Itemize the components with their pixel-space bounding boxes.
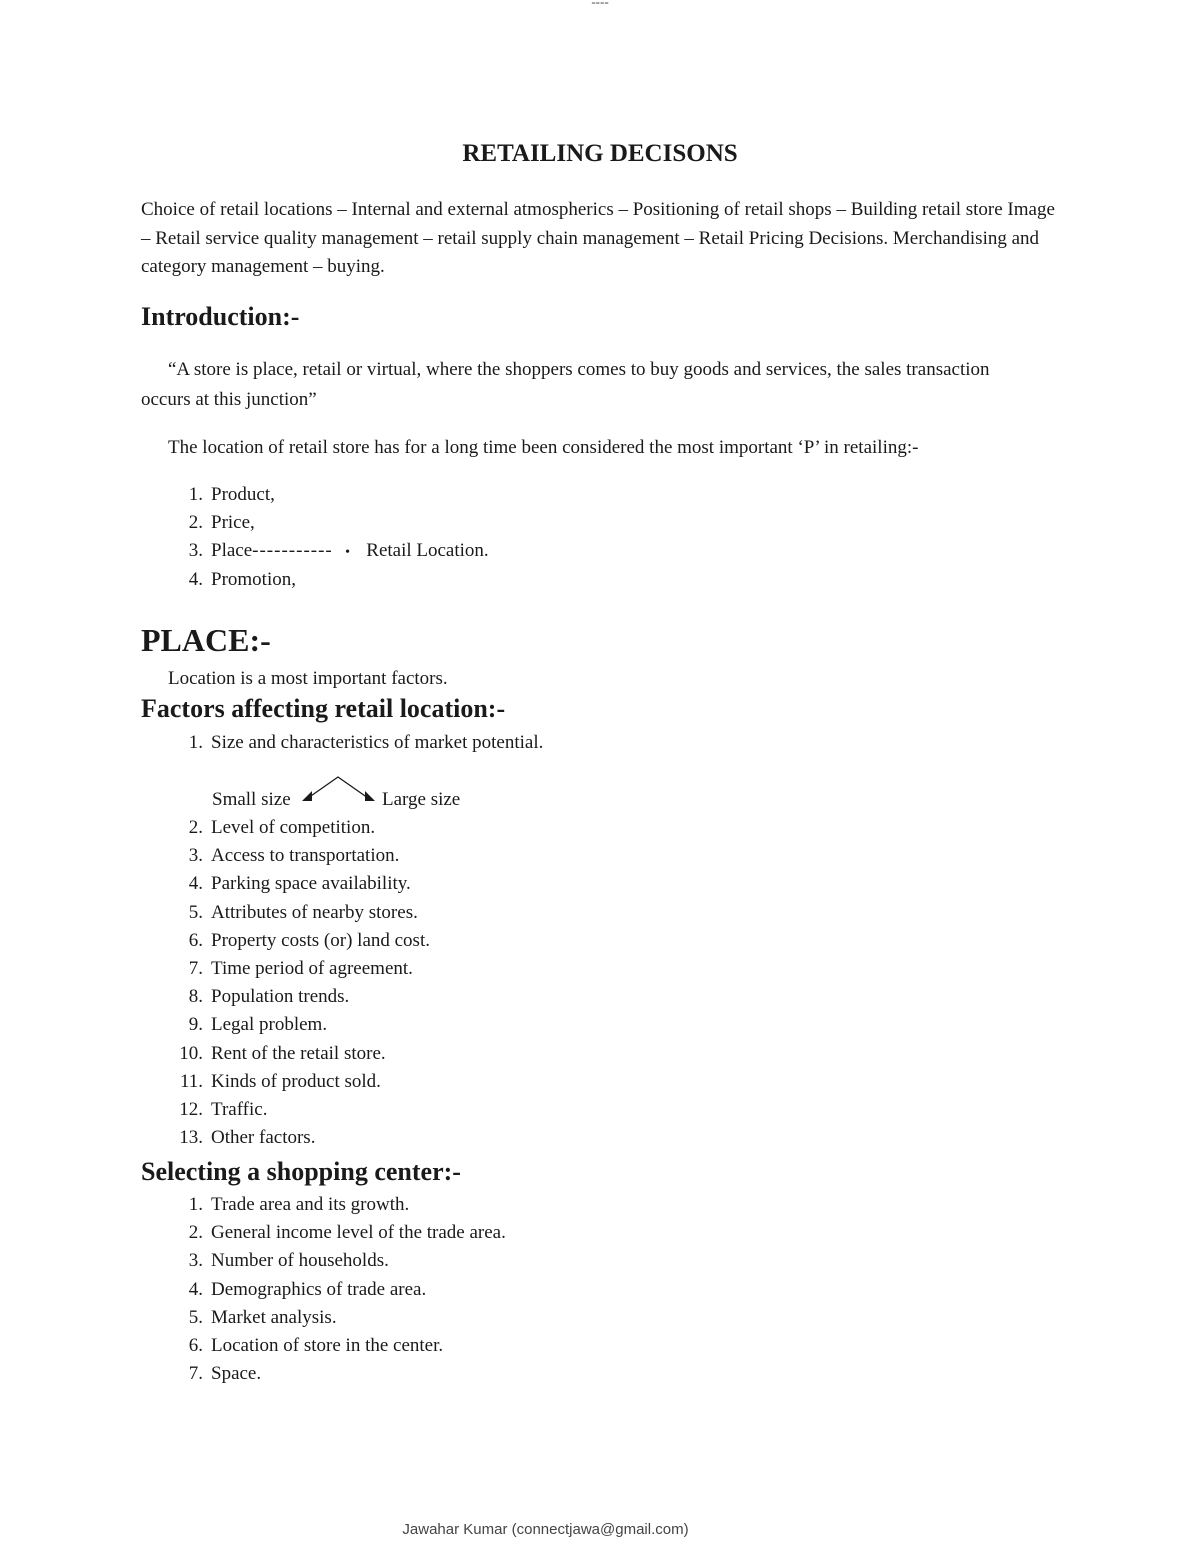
list-number: 2. bbox=[188, 1222, 203, 1244]
list-text: Legal problem. bbox=[211, 1014, 328, 1036]
list-item bbox=[141, 1304, 506, 1332]
list-number: 2. bbox=[188, 817, 203, 838]
list-item bbox=[141, 1124, 430, 1152]
list-number: 13. bbox=[179, 1127, 203, 1149]
list-text: Time period of agreement. bbox=[211, 957, 413, 979]
list-number: 7. bbox=[188, 957, 203, 979]
list-item bbox=[141, 566, 489, 594]
page-title: RETAILING DECISONS bbox=[462, 140, 738, 167]
size-left-label: Small size bbox=[212, 789, 291, 810]
factors-first-item bbox=[141, 729, 543, 757]
page-footer: Jawahar Kumar (connectjawa@gmail.com) bbox=[402, 1521, 689, 1538]
list-number: 1. bbox=[188, 732, 203, 753]
list-text: Traffic. bbox=[211, 1098, 268, 1120]
list-text: Demographics of trade area. bbox=[211, 1278, 427, 1300]
list-item bbox=[141, 1011, 430, 1039]
list-text: Population trends. bbox=[211, 986, 350, 1008]
list-number: 4. bbox=[188, 1278, 203, 1300]
list-item bbox=[141, 1068, 430, 1096]
place-note: Location is a most important factors. bbox=[168, 668, 448, 689]
list-item bbox=[141, 729, 543, 757]
list-text: Level of competition. bbox=[211, 817, 376, 838]
dash-leader: ----------- bbox=[252, 540, 333, 562]
list-text-target: Retail Location. bbox=[366, 540, 489, 562]
list-item bbox=[141, 814, 430, 842]
list-number: 5. bbox=[188, 1306, 203, 1328]
arrow-left-icon bbox=[302, 791, 312, 801]
list-text: Number of households. bbox=[211, 1250, 389, 1272]
branch-lines bbox=[308, 777, 368, 798]
list-text: Property costs (or) land cost. bbox=[211, 929, 430, 951]
header-mark: ---- bbox=[591, 0, 609, 9]
size-right-label: Large size bbox=[382, 789, 461, 810]
place-heading: PLACE:- bbox=[141, 622, 271, 658]
four-p-list bbox=[141, 481, 489, 594]
list-item bbox=[141, 1247, 506, 1275]
arrow-right-icon bbox=[365, 791, 375, 801]
list-number: 2. bbox=[188, 512, 203, 534]
store-definition-quote: “A store is place, retail or virtual, where the shoppers comes to buy goods and services, the sales transaction occurs at this junction” bbox=[141, 359, 990, 410]
list-number: 5. bbox=[188, 901, 203, 923]
list-text: Promotion, bbox=[211, 568, 296, 590]
location-importance-paragraph: The location of retail store has for a long time been considered the most important ‘P’ in retailing:- bbox=[168, 437, 919, 458]
list-text: Trade area and its growth. bbox=[211, 1194, 410, 1215]
list-number: 7. bbox=[188, 1363, 203, 1385]
list-item bbox=[141, 870, 430, 898]
arrow-icon: • bbox=[345, 545, 350, 561]
list-item bbox=[141, 1096, 430, 1124]
list-number: 1. bbox=[188, 484, 203, 505]
list-text: Space. bbox=[211, 1363, 262, 1385]
list-text: Price, bbox=[211, 512, 255, 534]
list-text: Market analysis. bbox=[211, 1306, 337, 1328]
list-item bbox=[141, 899, 430, 927]
list-text: Kinds of product sold. bbox=[211, 1070, 381, 1092]
factors-heading: Factors affecting retail location:- bbox=[141, 694, 506, 723]
list-number: 9. bbox=[188, 1014, 203, 1036]
shopping-center-heading: Selecting a shopping center:- bbox=[141, 1157, 461, 1186]
list-text: General income level of the trade area. bbox=[211, 1222, 506, 1244]
list-item bbox=[141, 842, 430, 870]
list-number: 4. bbox=[188, 568, 203, 590]
list-text: Product, bbox=[211, 484, 275, 505]
list-item bbox=[141, 1276, 506, 1304]
list-number: 3. bbox=[188, 540, 203, 562]
list-text: Access to transportation. bbox=[211, 845, 400, 867]
list-item bbox=[141, 1360, 506, 1388]
size-branch-diagram bbox=[295, 772, 390, 806]
list-item bbox=[141, 1191, 506, 1219]
list-text: Location of store in the center. bbox=[211, 1334, 444, 1356]
list-item bbox=[141, 1040, 430, 1068]
list-item bbox=[141, 927, 430, 955]
list-text: Size and characteristics of market potential. bbox=[211, 732, 544, 753]
list-number: 11. bbox=[179, 1070, 203, 1092]
list-text: Other factors. bbox=[211, 1127, 316, 1149]
syllabus-paragraph: Choice of retail locations – Internal and external atmospherics – Positioning of retail shops – Building retail store Image – Retail service quality management – retail supply chain management – Retail Pricing Decisions. Merchandising and category management – buying. bbox=[141, 199, 1055, 277]
list-text: Place bbox=[211, 540, 253, 562]
list-item bbox=[141, 1219, 506, 1247]
list-text: Rent of the retail store. bbox=[211, 1042, 386, 1064]
list-number: 3. bbox=[188, 1250, 203, 1272]
list-number: 1. bbox=[188, 1194, 203, 1215]
list-item bbox=[141, 481, 489, 509]
shopping-center-list bbox=[141, 1191, 506, 1388]
list-text: Parking space availability. bbox=[211, 873, 411, 895]
list-number: 8. bbox=[188, 986, 203, 1008]
list-item bbox=[141, 1332, 506, 1360]
list-number: 6. bbox=[188, 929, 203, 951]
list-number: 12. bbox=[179, 1098, 203, 1120]
list-number: 3. bbox=[188, 845, 203, 867]
list-item bbox=[141, 537, 489, 565]
list-text: Attributes of nearby stores. bbox=[211, 901, 418, 923]
introduction-heading: Introduction:- bbox=[141, 302, 300, 331]
list-item bbox=[141, 983, 430, 1011]
list-item bbox=[141, 509, 489, 537]
list-item bbox=[141, 955, 430, 983]
list-number: 10. bbox=[179, 1042, 203, 1064]
list-number: 6. bbox=[188, 1334, 203, 1356]
list-number: 4. bbox=[188, 873, 203, 895]
factors-list bbox=[141, 814, 430, 1152]
